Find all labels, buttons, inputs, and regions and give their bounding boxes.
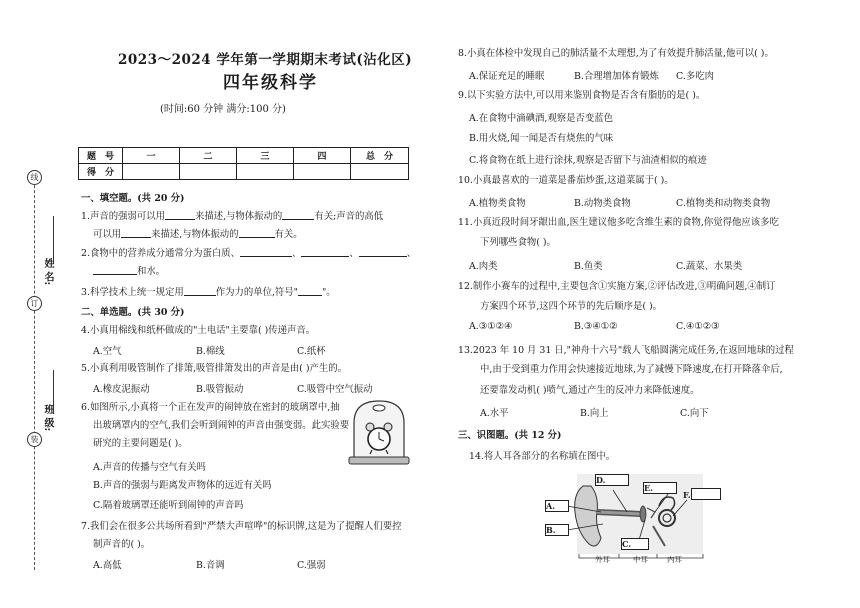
question-6-line-3: 研究的主要问题是( )。 (93, 438, 188, 449)
score-cell: 得 分 (79, 164, 123, 180)
ear-label-d: D. (596, 475, 606, 485)
q3-blank-2[interactable] (298, 286, 322, 296)
question-2-line-2 (93, 265, 165, 278)
question-6-line-2: 出玻璃罩内的空气,我们会听到闹钟的声音由强变弱。此实验要 (93, 420, 350, 431)
q2-text: 2.食物中的营养成分通常分为蛋白质、 (81, 248, 240, 259)
q3-text: 作为力的单位,符号" (215, 287, 298, 298)
q7-option-a[interactable]: A.高低 (93, 560, 122, 571)
question-13-line-2: 中,由于受到重力作用会快速接近地球,为了减慢下降速度,在打开降落伞后, (480, 364, 783, 375)
q6-option-a[interactable]: A.声音的传播与空气有关吗 (93, 462, 206, 473)
q12-option-c[interactable]: C.④①②③ (676, 321, 720, 332)
q13-option-a[interactable]: A.水平 (480, 408, 509, 419)
score-cell: 总 分 (351, 148, 409, 164)
q1-text: 可以用 (93, 229, 122, 240)
score-cell: 三 (237, 148, 294, 164)
ear-label-box-e[interactable] (643, 482, 677, 494)
q4-option-a[interactable]: A.空气 (93, 346, 122, 357)
exam-title: 2023～2024 学年第一学期期末考试(沾化区) (118, 52, 413, 68)
q8-option-b[interactable]: B.合理增加体育锻炼 (574, 71, 659, 82)
section-3-title: 三、识图题。(共 12 分) (458, 430, 562, 441)
question-1-line-2 (93, 228, 303, 241)
q1-blank-4[interactable] (239, 228, 275, 238)
binding-dashed-line (34, 170, 35, 570)
q2-blank-1[interactable] (240, 247, 292, 257)
q8-option-c[interactable]: C.多吃肉 (676, 71, 714, 82)
score-table-header-row (79, 148, 409, 164)
question-4: 4.小真用棉线和纸杯做成的"土电话"主要靠( )传递声音。 (81, 325, 316, 336)
q9-option-a[interactable]: A.在食物中滴碘酒,观察是否变蓝色 (469, 113, 613, 124)
ear-label-box-c[interactable] (621, 538, 649, 550)
class-blank[interactable] (53, 370, 54, 414)
q12-option-a[interactable]: A.③①②④ (469, 321, 513, 332)
q2-text: 、 (291, 248, 302, 259)
q1-text: 来描述,与物体振动的 (151, 229, 239, 240)
bell-jar-alarm-clock-figure (348, 399, 410, 469)
question-3 (81, 286, 336, 299)
q9-option-c[interactable]: C.将食物在纸上进行涂抹,观察是否留下与油渣相似的痕迹 (469, 155, 707, 166)
binding-circle-bind: 订 (27, 296, 42, 311)
q13-option-b[interactable]: B.向上 (580, 408, 609, 419)
ear-label-f: F. (683, 490, 691, 500)
q1-text: 有关。 (274, 229, 303, 240)
question-2-line-1 (81, 247, 416, 260)
q2-text: 和水。 (137, 266, 166, 277)
score-input-cell[interactable] (237, 164, 294, 180)
ear-label-a: A. (546, 501, 555, 511)
q10-option-c[interactable]: C.植物类和动物类食物 (676, 198, 771, 209)
score-input-cell[interactable] (180, 164, 237, 180)
score-input-cell[interactable] (294, 164, 351, 180)
q11-option-a[interactable]: A.肉类 (469, 261, 498, 272)
ear-middle-label: 中耳 (633, 555, 648, 564)
q2-blank-2[interactable] (301, 247, 349, 257)
exam-info: (时间:60 分钟 满分:100 分) (160, 104, 286, 115)
q9-option-b[interactable]: B.用火烧,闻一闻是否有烧焦的气味 (469, 133, 614, 144)
section-2-title: 二、单选题。(共 30 分) (81, 307, 185, 318)
q5-option-b[interactable]: B.吸管振动 (196, 384, 244, 395)
q7-option-c[interactable]: C.强弱 (297, 560, 326, 571)
q11-option-b[interactable]: B.鱼类 (574, 261, 603, 272)
score-input-cell[interactable] (123, 164, 180, 180)
class-label: 班 级: (42, 404, 53, 432)
name-label: 姓 名: (42, 258, 53, 286)
question-7-line-1: 7.我们会在很多公共场所看到"严禁大声喧哗"的标识牌,这是为了提醒人们要控 (81, 521, 402, 532)
question-6-line-1: 6.如图所示,小真将一个正在发声的闹钟放在密封的玻璃罩中,抽 (81, 402, 340, 413)
ear-label-e: E. (644, 483, 653, 493)
question-14: 14.将人耳各部分的名称填在图中。 (469, 451, 616, 462)
q2-text: 、 (349, 248, 359, 259)
binding-strip (0, 0, 74, 608)
score-table (78, 147, 409, 180)
section-1-title: 一、填空题。(共 20 分) (81, 193, 185, 204)
ear-label-b: B. (546, 525, 556, 535)
question-13-line-3: 还要靠发动机( )喷气,通过产生的反冲力来降低速度。 (480, 385, 700, 396)
score-cell: 一 (123, 148, 180, 164)
ear-label-c: C. (622, 539, 632, 549)
ear-outer-label: 外耳 (595, 555, 610, 564)
q2-blank-4[interactable] (93, 265, 137, 275)
binding-circle-seal: 装 (27, 432, 42, 447)
q4-option-b[interactable]: B.棉线 (196, 346, 225, 357)
q1-blank-1[interactable] (165, 210, 195, 220)
ear-inner-label: 内耳 (667, 555, 682, 564)
question-7-line-2: 制声音的( )。 (93, 539, 151, 550)
q11-option-c[interactable]: C.蔬菜、水果类 (676, 261, 743, 272)
question-10: 10.小真最喜欢的一道菜是番茄炒蛋,这道菜属于( )。 (458, 175, 674, 186)
q2-blank-3[interactable] (359, 247, 407, 257)
q4-option-c[interactable]: C.纸杯 (297, 346, 326, 357)
q1-text: 来描述,与物体振动的 (194, 211, 283, 222)
ear-label-box-b[interactable] (545, 524, 569, 536)
q6-option-b[interactable]: B.声音的强弱与距离发声物体的远近有关吗 (93, 480, 272, 491)
q10-option-a[interactable]: A.植物类食物 (469, 198, 526, 209)
binding-circle-line: 线 (27, 170, 42, 185)
question-5: 5.小真利用吸管制作了排箫,吸管排箫发出的声音是由( )产生的。 (81, 363, 347, 374)
ear-label-box-f[interactable] (691, 488, 721, 500)
ear-label-box-d[interactable] (595, 474, 629, 486)
question-13-line-1: 13.2023 年 10 月 31 日,"神舟十六号"载人飞船圆满完成任务,在返回地球的过程 (458, 345, 794, 356)
q5-option-c[interactable]: C.吸管中空气振动 (297, 384, 373, 395)
q1-text: 有关;声音的高低 (314, 211, 384, 222)
question-9: 9.以下实验方法中,可以用来鉴别食物是否含有脂肪的是( )。 (458, 90, 706, 101)
q10-option-b[interactable]: B.动物类食物 (574, 198, 631, 209)
q3-text: 3.科学技术上统一规定用 (81, 287, 184, 298)
name-blank[interactable] (53, 216, 54, 264)
question-12-line-2: 方案四个环节,这四个环节的先后顺序是( )。 (480, 301, 663, 312)
score-table-score-row (79, 164, 409, 180)
q5-option-a[interactable]: A.橡皮泥振动 (93, 384, 150, 395)
question-11-line-2: 下列哪些食物( )。 (480, 237, 556, 248)
q7-option-b[interactable]: B.音调 (196, 560, 225, 571)
score-cell: 题 号 (79, 148, 123, 164)
q1-blank-3[interactable] (121, 228, 151, 238)
question-12-line-1: 12.制作小赛车的过程中,主要包含①实施方案,②评估改进,③明确问题,④制订 (458, 281, 776, 292)
score-cell: 四 (294, 148, 351, 164)
score-cell: 二 (180, 148, 237, 164)
score-input-cell[interactable] (351, 164, 409, 180)
ear-cross-section-drawing (543, 472, 723, 564)
q1-text: 1.声音的强弱可以用 (81, 211, 165, 222)
question-1-line-1 (81, 210, 383, 223)
q6-option-c[interactable]: C.隔着玻璃罩还能听到闹钟的声音吗 (93, 500, 244, 511)
q12-option-b[interactable]: B.③④①② (574, 321, 618, 332)
human-ear-diagram (543, 472, 723, 564)
q3-text: "。 (322, 287, 336, 298)
q13-option-c[interactable]: C.向下 (680, 408, 709, 419)
q2-text: 、 (406, 248, 417, 259)
q3-blank-1[interactable] (184, 286, 216, 296)
q8-option-a[interactable]: A.保证充足的睡眠 (469, 71, 545, 82)
subject-title: 四年级科学 (223, 73, 318, 93)
q1-blank-2[interactable] (282, 210, 314, 220)
question-11-line-1: 11.小真近段时间牙龈出血,医生建议他多吃含维生素的食物,你觉得他应该多吃 (458, 217, 779, 228)
ear-label-box-a[interactable] (545, 500, 569, 512)
question-8: 8.小真在体检中发现自己的肺活量不太理想,为了有效提升肺活量,他可以( )。 (458, 48, 774, 59)
